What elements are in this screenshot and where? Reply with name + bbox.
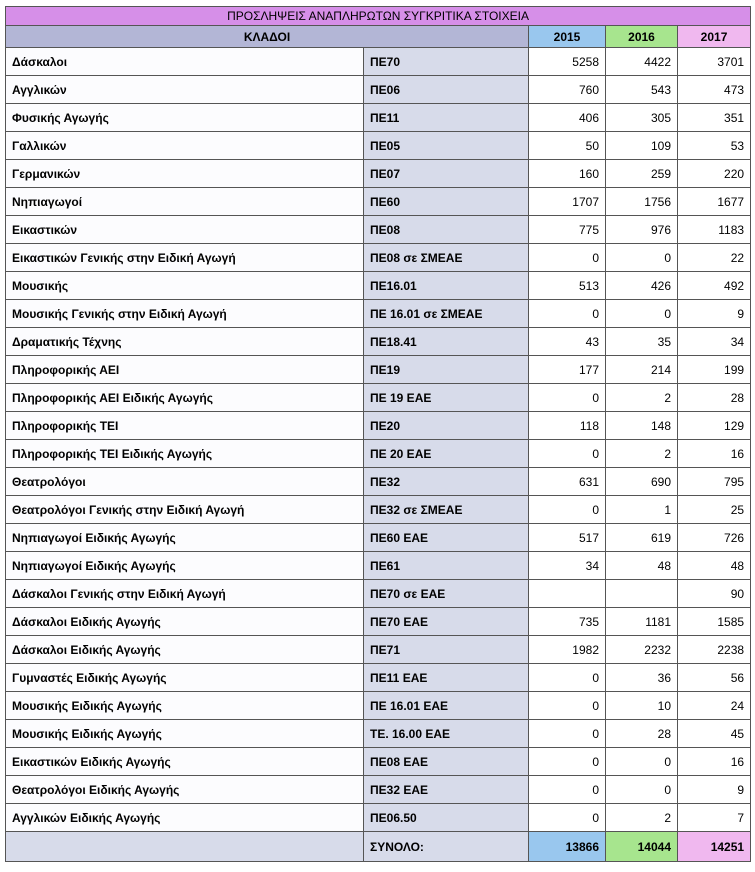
cell-2017: 56 — [678, 664, 751, 692]
cell-2016: 2232 — [606, 636, 678, 664]
cell-2015: 517 — [529, 524, 606, 552]
cell-2015: 50 — [529, 132, 606, 160]
table-row — [6, 412, 751, 440]
cell-2015: 118 — [529, 412, 606, 440]
cell-klados-name: Μουσικής Γενικής στην Ειδική Αγωγή — [6, 300, 364, 328]
cell-2017: 48 — [678, 552, 751, 580]
cell-2016: 976 — [606, 216, 678, 244]
cell-2017: 34 — [678, 328, 751, 356]
total-2015: 13866 — [529, 832, 606, 862]
cell-2016: 4422 — [606, 48, 678, 76]
cell-klados-name: Γερμανικών — [6, 160, 364, 188]
cell-2016: 690 — [606, 468, 678, 496]
cell-2016: 10 — [606, 692, 678, 720]
cell-2015: 1982 — [529, 636, 606, 664]
cell-2017: 9 — [678, 300, 751, 328]
cell-2017: 473 — [678, 76, 751, 104]
cell-klados-code: ΠΕ11 — [364, 104, 529, 132]
table-row — [6, 496, 751, 524]
cell-klados-code: ΠΕ19 — [364, 356, 529, 384]
comparison-table — [5, 6, 751, 862]
cell-klados-code: ΠΕ 20 ΕΑΕ — [364, 440, 529, 468]
table-row — [6, 272, 751, 300]
cell-2016: 426 — [606, 272, 678, 300]
cell-2017: 220 — [678, 160, 751, 188]
cell-klados-code: ΠΕ11 ΕΑΕ — [364, 664, 529, 692]
cell-2015: 43 — [529, 328, 606, 356]
cell-klados-code: ΠΕ71 — [364, 636, 529, 664]
cell-2016: 0 — [606, 776, 678, 804]
cell-klados-code: ΤΕ. 16.00 ΕΑΕ — [364, 720, 529, 748]
table-row — [6, 776, 751, 804]
table-row — [6, 748, 751, 776]
table-row — [6, 804, 751, 832]
cell-klados-code: ΠΕ32 — [364, 468, 529, 496]
table-row — [6, 608, 751, 636]
cell-2017: 795 — [678, 468, 751, 496]
cell-2015: 0 — [529, 496, 606, 524]
cell-2017: 1585 — [678, 608, 751, 636]
table-row — [6, 440, 751, 468]
table-row — [6, 216, 751, 244]
cell-klados-code: ΠΕ 16.01 ΕΑΕ — [364, 692, 529, 720]
cell-klados-code: ΠΕ61 — [364, 552, 529, 580]
table-row — [6, 160, 751, 188]
cell-2015 — [529, 580, 606, 608]
cell-2015: 0 — [529, 244, 606, 272]
cell-klados-name: Μουσικής Ειδικής Αγωγής — [6, 692, 364, 720]
cell-2017: 53 — [678, 132, 751, 160]
cell-2017: 1677 — [678, 188, 751, 216]
table-row — [6, 468, 751, 496]
table-row — [6, 76, 751, 104]
cell-klados-name: Δραματικής Τέχνης — [6, 328, 364, 356]
cell-2017: 199 — [678, 356, 751, 384]
cell-2016 — [606, 580, 678, 608]
cell-klados-code: ΠΕ70 ΕΑΕ — [364, 608, 529, 636]
cell-klados-name: Θεατρολόγοι Γενικής στην Ειδική Αγωγή — [6, 496, 364, 524]
cell-2016: 305 — [606, 104, 678, 132]
cell-2016: 28 — [606, 720, 678, 748]
cell-2016: 0 — [606, 244, 678, 272]
cell-2015: 513 — [529, 272, 606, 300]
cell-klados-code: ΠΕ05 — [364, 132, 529, 160]
cell-klados-code: ΠΕ32 ΕΑΕ — [364, 776, 529, 804]
cell-2015: 0 — [529, 384, 606, 412]
cell-2017: 22 — [678, 244, 751, 272]
cell-2015: 760 — [529, 76, 606, 104]
cell-2017: 726 — [678, 524, 751, 552]
table-row — [6, 664, 751, 692]
cell-klados-name: Εικαστικών Γενικής στην Ειδική Αγωγή — [6, 244, 364, 272]
cell-2015: 735 — [529, 608, 606, 636]
cell-klados-code: ΠΕ06 — [364, 76, 529, 104]
cell-klados-name: Δάσκαλοι Γενικής στην Ειδική Αγωγή — [6, 580, 364, 608]
table-row — [6, 552, 751, 580]
cell-2015: 0 — [529, 776, 606, 804]
cell-klados-code: ΠΕ70 — [364, 48, 529, 76]
cell-2015: 406 — [529, 104, 606, 132]
cell-klados-name: Δάσκαλοι Ειδικής Αγωγής — [6, 608, 364, 636]
cell-klados-name: Πληροφορικής ΑΕΙ Ειδικής Αγωγής — [6, 384, 364, 412]
cell-2015: 631 — [529, 468, 606, 496]
cell-2017: 28 — [678, 384, 751, 412]
cell-2016: 0 — [606, 300, 678, 328]
cell-2016: 48 — [606, 552, 678, 580]
cell-klados-name: Μουσικής — [6, 272, 364, 300]
cell-2015: 177 — [529, 356, 606, 384]
cell-2016: 259 — [606, 160, 678, 188]
cell-klados-name: Θεατρολόγοι — [6, 468, 364, 496]
cell-klados-name: Εικαστικών Ειδικής Αγωγής — [6, 748, 364, 776]
cell-klados-name: Δάσκαλοι Ειδικής Αγωγής — [6, 636, 364, 664]
header-2015: 2015 — [529, 26, 606, 48]
table-row — [6, 720, 751, 748]
table-row — [6, 328, 751, 356]
table-row — [6, 356, 751, 384]
table-row — [6, 244, 751, 272]
cell-klados-name: Μουσικής Ειδικής Αγωγής — [6, 720, 364, 748]
table-row — [6, 188, 751, 216]
cell-2015: 1707 — [529, 188, 606, 216]
cell-klados-name: Γυμναστές Ειδικής Αγωγής — [6, 664, 364, 692]
cell-2017: 45 — [678, 720, 751, 748]
cell-2017: 24 — [678, 692, 751, 720]
cell-2016: 2 — [606, 804, 678, 832]
header-klados: ΚΛΑΔΟΙ — [6, 26, 529, 48]
table-title: ΠΡΟΣΛΗΨΕΙΣ ΑΝΑΠΛΗΡΩΤΩΝ ΣΥΓΚΡΙΤΙΚΑ ΣΤΟΙΧΕΙΑ — [6, 7, 751, 26]
cell-2016: 1181 — [606, 608, 678, 636]
cell-2017: 90 — [678, 580, 751, 608]
cell-2017: 9 — [678, 776, 751, 804]
cell-klados-code: ΠΕ20 — [364, 412, 529, 440]
cell-2017: 7 — [678, 804, 751, 832]
cell-2016: 2 — [606, 440, 678, 468]
cell-klados-code: ΠΕ32 σε ΣΜΕΑΕ — [364, 496, 529, 524]
cell-klados-code: ΠΕ 16.01 σε ΣΜΕΑΕ — [364, 300, 529, 328]
cell-2015: 5258 — [529, 48, 606, 76]
table-row — [6, 692, 751, 720]
cell-2016: 543 — [606, 76, 678, 104]
table-row — [6, 636, 751, 664]
cell-2017: 16 — [678, 440, 751, 468]
cell-2016: 1 — [606, 496, 678, 524]
cell-2016: 35 — [606, 328, 678, 356]
cell-2017: 351 — [678, 104, 751, 132]
cell-2016: 148 — [606, 412, 678, 440]
cell-klados-name: Φυσικής Αγωγής — [6, 104, 364, 132]
cell-klados-code: ΠΕ60 ΕΑΕ — [364, 524, 529, 552]
cell-klados-name: Αγγλικών — [6, 76, 364, 104]
cell-klados-name: Δάσκαλοι — [6, 48, 364, 76]
cell-2016: 0 — [606, 748, 678, 776]
cell-2015: 0 — [529, 692, 606, 720]
total-row — [6, 832, 751, 862]
cell-2015: 160 — [529, 160, 606, 188]
cell-klados-code: ΠΕ16.01 — [364, 272, 529, 300]
cell-klados-name: Πληροφορικής ΤΕΙ — [6, 412, 364, 440]
cell-klados-name: Πληροφορικής ΑΕΙ — [6, 356, 364, 384]
title-row — [6, 7, 751, 26]
cell-klados-name: Νηπιαγωγοί — [6, 188, 364, 216]
cell-klados-name: Πληροφορικής ΤΕΙ Ειδικής Αγωγής — [6, 440, 364, 468]
cell-2016: 2 — [606, 384, 678, 412]
cell-2017: 492 — [678, 272, 751, 300]
cell-klados-code: ΠΕ06.50 — [364, 804, 529, 832]
cell-2017: 129 — [678, 412, 751, 440]
table-row — [6, 524, 751, 552]
cell-klados-name: Νηπιαγωγοί Ειδικής Αγωγής — [6, 552, 364, 580]
cell-klados-name: Γαλλικών — [6, 132, 364, 160]
table-row — [6, 48, 751, 76]
cell-2017: 3701 — [678, 48, 751, 76]
total-2016: 14044 — [606, 832, 678, 862]
cell-2015: 0 — [529, 720, 606, 748]
cell-2016: 214 — [606, 356, 678, 384]
cell-2015: 0 — [529, 748, 606, 776]
total-2017: 14251 — [678, 832, 751, 862]
cell-klados-code: ΠΕ07 — [364, 160, 529, 188]
cell-2015: 0 — [529, 804, 606, 832]
cell-2017: 1183 — [678, 216, 751, 244]
cell-klados-code: ΠΕ 19 ΕΑΕ — [364, 384, 529, 412]
header-2017: 2017 — [678, 26, 751, 48]
cell-klados-name: Νηπιαγωγοί Ειδικής Αγωγής — [6, 524, 364, 552]
cell-klados-code: ΠΕ08 σε ΣΜΕΑΕ — [364, 244, 529, 272]
cell-2016: 619 — [606, 524, 678, 552]
cell-2016: 1756 — [606, 188, 678, 216]
header-2016: 2016 — [606, 26, 678, 48]
cell-2017: 16 — [678, 748, 751, 776]
cell-2017: 2238 — [678, 636, 751, 664]
cell-2015: 0 — [529, 300, 606, 328]
cell-2015: 0 — [529, 664, 606, 692]
cell-2015: 34 — [529, 552, 606, 580]
cell-2016: 109 — [606, 132, 678, 160]
cell-klados-name: Θεατρολόγοι Ειδικής Αγωγής — [6, 776, 364, 804]
cell-klados-code: ΠΕ70 σε ΕΑΕ — [364, 580, 529, 608]
table-row — [6, 300, 751, 328]
cell-2016: 36 — [606, 664, 678, 692]
table-row — [6, 104, 751, 132]
cell-2015: 775 — [529, 216, 606, 244]
cell-klados-code: ΠΕ60 — [364, 188, 529, 216]
cell-klados-code: ΠΕ08 — [364, 216, 529, 244]
table-row — [6, 384, 751, 412]
total-blank-cell — [6, 832, 364, 862]
total-label: ΣΥΝΟΛΟ: — [364, 832, 529, 862]
cell-2015: 0 — [529, 440, 606, 468]
table-row — [6, 580, 751, 608]
cell-klados-name: Εικαστικών — [6, 216, 364, 244]
cell-2017: 25 — [678, 496, 751, 524]
header-row — [6, 26, 751, 48]
cell-klados-code: ΠΕ08 ΕΑΕ — [364, 748, 529, 776]
table-row — [6, 132, 751, 160]
cell-klados-code: ΠΕ18.41 — [364, 328, 529, 356]
cell-klados-name: Αγγλικών Ειδικής Αγωγής — [6, 804, 364, 832]
